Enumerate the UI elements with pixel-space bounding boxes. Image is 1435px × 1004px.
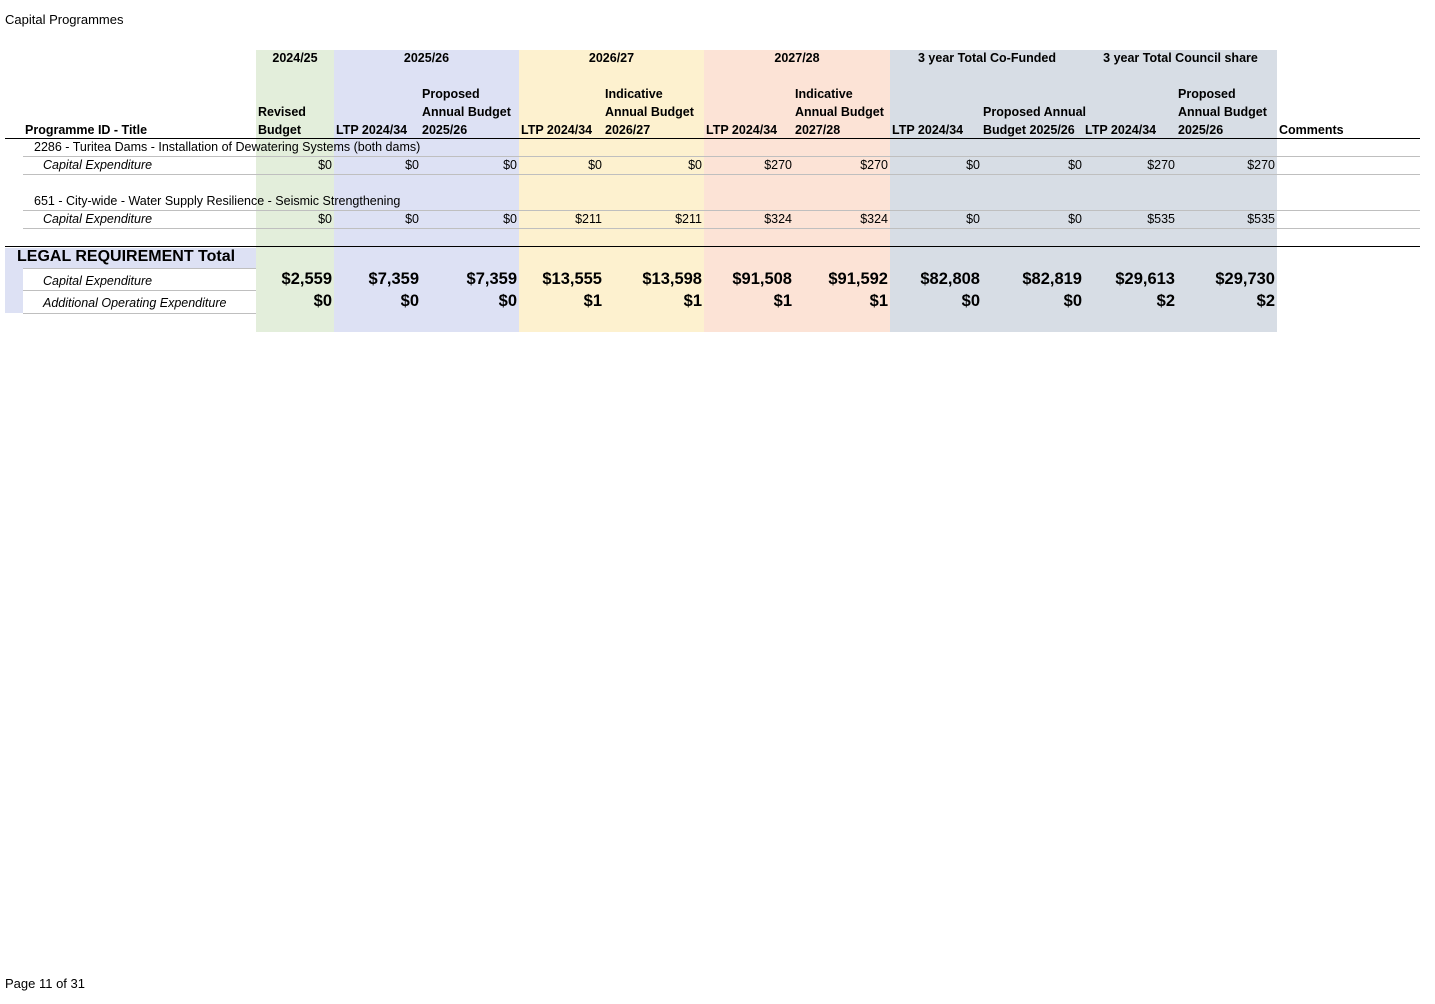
total-value-cell: $0 [1063, 292, 1082, 310]
value-cell: $0 [966, 158, 980, 172]
value-cell: $211 [575, 212, 602, 226]
value-cell: $270 [860, 158, 888, 172]
total-value-cell: $91,508 [732, 270, 792, 288]
value-cell: $270 [1147, 158, 1175, 172]
header-proposed-council: Proposed Annual Budget 2025/26 [1178, 87, 1267, 137]
row-divider [23, 228, 1420, 229]
value-cell: $211 [675, 212, 702, 226]
total-value-cell: $29,613 [1115, 270, 1175, 288]
total-value-cell: $2,559 [281, 270, 332, 288]
header-revised-budget: Revised Budget [258, 105, 306, 137]
total-value-cell: $13,598 [642, 270, 702, 288]
programme-title: 2286 - Turitea Dams - Installation of Dewatering Systems (both dams) [34, 140, 421, 154]
total-value-cell: $0 [961, 292, 980, 310]
group-header-2027-28: 2027/28 [774, 51, 820, 65]
row-label: Capital Expenditure [43, 158, 153, 172]
total-row-label: Capital Expenditure [43, 274, 153, 288]
total-value-cell: $91,592 [828, 270, 888, 288]
total-row-divider [23, 290, 256, 291]
value-cell: $270 [1247, 158, 1275, 172]
total-value-cell: $1 [869, 292, 888, 310]
value-cell: $270 [764, 158, 792, 172]
value-cell: $324 [860, 212, 888, 226]
group-header-2024-25: 2024/25 [272, 51, 318, 65]
header-ltp-2027: LTP 2024/34 [706, 123, 778, 137]
value-cell: $0 [1068, 158, 1082, 172]
group-header-2026-27: 2026/27 [588, 51, 635, 65]
value-cell: $0 [503, 212, 517, 226]
row-label: Capital Expenditure [43, 212, 153, 226]
total-value-cell: $82,808 [920, 270, 980, 288]
total-value-cell: $29,730 [1215, 270, 1275, 288]
row-divider [23, 210, 1420, 211]
total-divider [5, 246, 1420, 247]
column-band-g2024 [256, 50, 334, 332]
header-ltp-council: LTP 2024/34 [1085, 123, 1157, 137]
group-header-2025-26: 2025/26 [403, 51, 450, 65]
group-header-3yr-council: 3 year Total Council share [1103, 51, 1258, 65]
total-value-cell: $82,819 [1022, 270, 1082, 288]
header-comments: Comments [1279, 123, 1344, 137]
header-proposed-cofunded: Proposed Annual Budget 2025/26 [983, 105, 1087, 137]
value-cell: $0 [966, 212, 980, 226]
header-ltp-2025: LTP 2024/34 [336, 123, 408, 137]
value-cell: $0 [588, 158, 602, 172]
value-cell: $0 [688, 158, 702, 172]
value-cell: $0 [405, 158, 419, 172]
group-header-3yr-cofunded: 3 year Total Co-Funded [918, 51, 1056, 65]
document-title: Capital Programmes [5, 12, 124, 27]
header-ltp-cofunded: LTP 2024/34 [892, 123, 964, 137]
total-value-cell: $13,555 [542, 270, 602, 288]
total-row-divider [23, 313, 256, 314]
value-cell: $535 [1147, 212, 1175, 226]
total-row-divider [23, 268, 256, 269]
header-indicative-2027: Indicative Annual Budget 2027/28 [795, 87, 884, 137]
value-cell: $0 [503, 158, 517, 172]
header-divider [5, 138, 1420, 139]
total-value-cell: $1 [583, 292, 602, 310]
total-value-cell: $0 [313, 292, 332, 310]
total-value-cell: $7,359 [466, 270, 517, 288]
value-cell: $535 [1247, 212, 1275, 226]
value-cell: $0 [318, 212, 332, 226]
programme-title: 651 - City-wide - Water Supply Resilience - Seismic Strengthening [34, 194, 401, 208]
header-programme: Programme ID - Title [25, 123, 148, 137]
row-divider [23, 174, 1420, 175]
total-row-label: Additional Operating Expenditure [43, 296, 227, 310]
value-cell: $324 [764, 212, 792, 226]
total-value-cell: $2 [1256, 292, 1275, 310]
header-ltp-2026: LTP 2024/34 [521, 123, 593, 137]
total-value-cell: $1 [683, 292, 702, 310]
total-value-cell: $0 [400, 292, 419, 310]
total-title: LEGAL REQUIREMENT Total [17, 248, 236, 265]
total-value-cell: $7,359 [368, 270, 419, 288]
row-divider [23, 156, 1420, 157]
header-proposed-2025: Proposed Annual Budget 2025/26 [422, 87, 511, 137]
total-value-cell: $2 [1156, 292, 1175, 310]
total-value-cell: $1 [773, 292, 792, 310]
value-cell: $0 [405, 212, 419, 226]
header-indicative-2026: Indicative Annual Budget 2026/27 [605, 87, 694, 137]
total-rows-left-accent [5, 268, 23, 313]
value-cell: $0 [1068, 212, 1082, 226]
total-value-cell: $0 [498, 292, 517, 310]
value-cell: $0 [318, 158, 332, 172]
page-number: Page 11 of 31 [5, 976, 85, 991]
